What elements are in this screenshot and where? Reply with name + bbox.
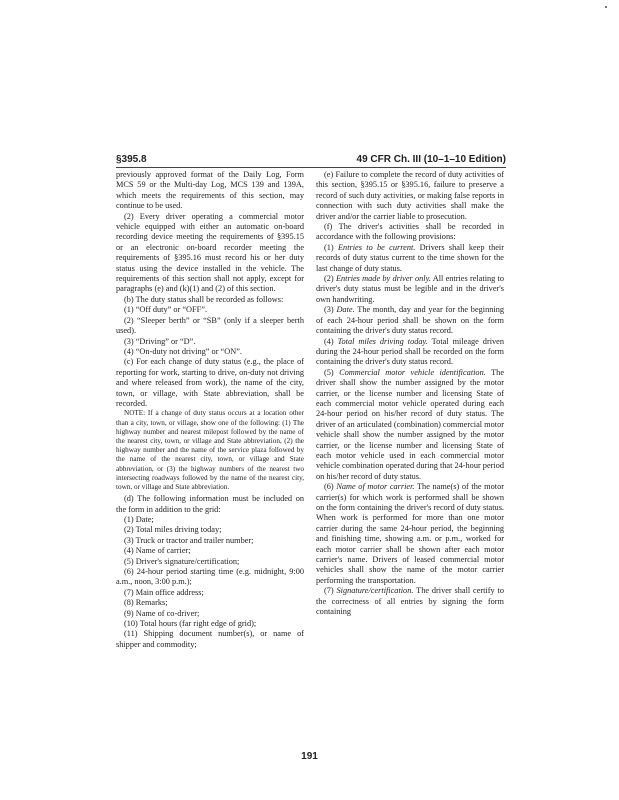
paragraph [316, 368, 504, 482]
paragraph [316, 586, 504, 617]
item-heading: Entries made by driver only. [335, 274, 431, 284]
list-item: (11) Shipping document number(s), or name of shipper and commodity; [116, 629, 304, 649]
list-item: (2) Total miles driving today; [124, 525, 222, 535]
list-item: (4) “On-duty not driving” or “ON”. [124, 346, 242, 356]
list-item: (3) “Driving” or “D”. [124, 336, 196, 346]
item-number: (1) [324, 242, 338, 252]
list-item: (7) Main office address; [124, 587, 204, 597]
list-item: (9) Name of co-driver; [124, 608, 200, 618]
list-item: (10) Total hours (far right edge of grid); [124, 619, 257, 629]
item-number: (6) [324, 482, 337, 492]
item-text: The month, day and year for the beginning of each 24-hour period shall be shown on the form containing the driver's duty status record. [316, 305, 504, 336]
item-text: The driver shall certify to the correctness of all entries by signing the form containing [316, 586, 504, 617]
item-number: (3) [324, 305, 337, 315]
list-item: (5) Driver's signature/certification; [124, 556, 240, 566]
item-number: (2) [324, 274, 336, 284]
list-item: (2) “Sleeper berth” or “SB” (only if a sleeper berth used). [116, 315, 304, 336]
paragraph: (e) Failure to complete the record of duty activities of this section, §395.15 or §395.16, failure to preserve a record of such duty activities, or making false reports in connection with such duty activities shall make the driver and/or the carrier liable to prosecution. [316, 170, 504, 221]
note-paragraph: NOTE: If a change of duty status occurs at a location other than a city, town, or village, show one of the following: (1) The highway number and nearest milepost followed by the name of the nearest city, town, or village and State abbreviation, (2) the highway number and the name of the service plaza followed by the name of the nearest city, town, or village and State abbreviation, or (3) the highway numbers of the nearest two intersecting roadways followed by the name of the nearest city, town, or village and State abbreviation. [116, 409, 304, 491]
list-item: (1) Date; [124, 514, 154, 524]
paragraph [316, 243, 504, 274]
paragraph: (c) For each change of duty status (e.g., the place of reporting for work, starting to drive, on-duty not driving and where released from work), the name of the city, town, or village, with State abbreviation, shall be recorded. [116, 357, 304, 408]
list-item: (1) “Off duty” or “OFF”. [124, 305, 208, 315]
paragraph [316, 337, 504, 368]
item-text: The name(s) of the motor carrier(s) for which work is performed shall be shown on the form containing the driver's record of duty status. When work is performed for more than one motor carrier during the same 24-hour period, the beginning and finishing time, showing a.m. or p.m., worked for each motor carrier shall be shown after each motor carrier's name. Drivers of leased commercial motor vehicles shall show the name of the motor carrier performing the transportation. [316, 482, 504, 585]
item-number: (4) [324, 336, 338, 346]
item-heading: Date. [336, 305, 355, 315]
item-text: Total mileage driven during the 24-hour period shall be recorded on the form containing the driver's duty status record. [316, 336, 505, 367]
right-column [316, 170, 504, 617]
list-item: (6) 24-hour period starting time (e.g. midnight, 9:00 a.m., noon, 3:00 p.m.); [116, 567, 304, 587]
list-item: (4) Name of carrier; [124, 546, 191, 556]
item-heading: Entries to be current. [337, 242, 416, 252]
section-number: §395.8 [116, 154, 147, 165]
item-text: All entries relating to driver's duty status must be legible and in the driver's own handwriting. [316, 274, 505, 304]
list-item: (3) Truck or tractor and trailer number; [124, 535, 254, 545]
left-column [116, 170, 304, 650]
paragraph [316, 482, 504, 586]
item-heading: Name of motor carrier. [336, 482, 415, 492]
paragraph: (f) The driver's activities shall be recorded in accordance with the following provisions: [316, 222, 504, 242]
item-text: Drivers shall keep their records of duty status current to the time shown for the last change of duty status. [316, 242, 505, 273]
item-heading: Total miles driving today. [337, 336, 428, 346]
paragraph: (d) The following information must be included on the form in addition to the grid: [116, 494, 304, 514]
item-number: (7) [324, 586, 337, 596]
paragraph: (b) The duty status shall be recorded as follows: [124, 294, 284, 304]
item-number: (5) [324, 367, 340, 377]
paragraph [316, 305, 504, 336]
paragraph: previously approved format of the Daily Log, Form MCS 59 or the Multi-day Log, MCS 139 and 139A, which meets the requirements of this section, may continue to be used. [116, 170, 304, 211]
header-rule [116, 167, 506, 168]
item-heading: Commercial motor vehicle identification. [339, 367, 486, 377]
scan-speck [605, 6, 607, 8]
list-item: (8) Remarks; [124, 598, 168, 608]
paragraph: (2) Every driver operating a commercial motor vehicle equipped with either an automatic on-board recording device meeting the requirements of §395.15 or an electronic on-board recorder meeting the requirements of §395.16 must record his or her duty status using the device installed in the vehicle. The requirements of this section shall not apply, except for paragraphs (e) and (k)(1) and (2) of this section. [116, 211, 304, 294]
item-heading: Signature/certification. [336, 586, 414, 596]
page-number: 191 [301, 751, 318, 762]
paragraph [316, 274, 504, 305]
item-text: The driver shall show the number assigned by the motor carrier, or the license number and licensing State of each commercial motor vehicle operated during each 24-hour period on his/her record of duty status. The driver of an articulated (combination) commercial motor vehicle shall show the number assigned by the motor carrier, or the license number and licensing State of each motor vehicle used in each commercial motor vehicle combination operated during that 24-hour period on his/her record of duty status. [316, 367, 505, 481]
edition-title: 49 CFR Ch. III (10–1–10 Edition) [356, 154, 506, 165]
